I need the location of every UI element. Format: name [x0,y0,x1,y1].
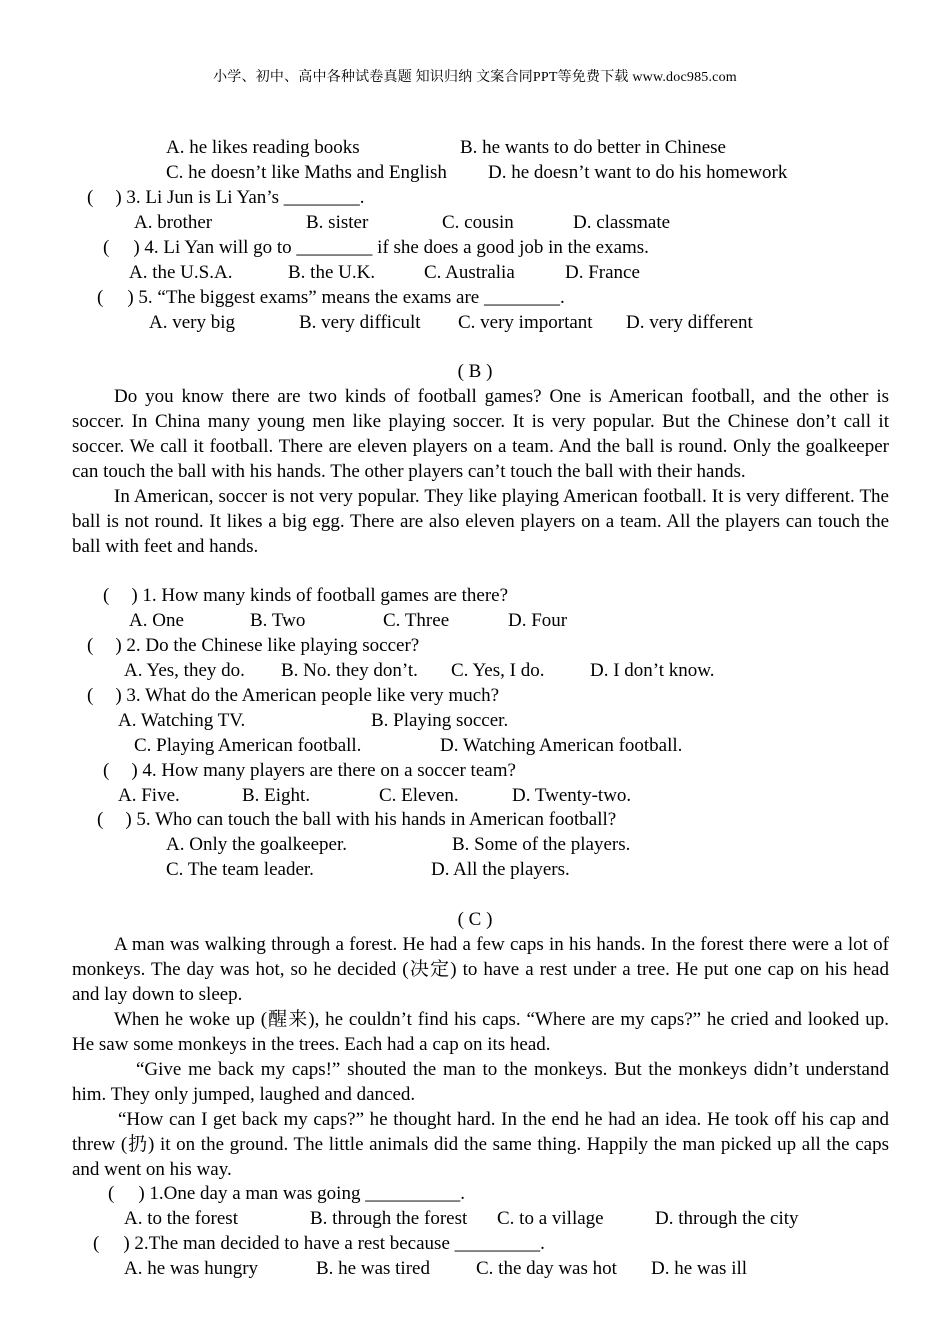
question-text: 1. How many kinds of football games are there? [142,585,509,606]
answer-paren-open: ( [97,809,104,830]
option: A. very big [149,312,236,333]
b-q4-stem [103,758,516,783]
a-q4-stem [103,235,649,260]
option: C. Eleven. [379,785,459,806]
c-q2-stem [93,1231,545,1256]
option: B. No. they don’t. [281,660,418,681]
option: B. Two [250,610,306,631]
answer-paren-open: ( [93,1233,100,1254]
answer-paren-open: ( [97,287,104,308]
option: A. Five. [118,785,180,806]
b-q2-options [0,658,950,683]
paragraph: “How can I get back my caps?” he thought hard. In the end he had an idea. He took off his cap and threw (扔) it on the ground. The little animals did the same thing. Happily the man picked up all the caps and went on his way. [72,1109,889,1180]
answer-paren-close: ) [115,635,122,656]
option: C. Three [383,610,450,631]
option: B. sister [306,212,369,233]
answer-paren-open: ( [103,760,110,781]
question-text: 3. What do the American people like very much? [126,685,500,706]
option: B. he wants to do better in Chinese [460,137,726,158]
b-q5-options-row2 [0,857,950,882]
b-q2-stem [87,633,419,658]
question-text: 2. Do the Chinese like playing soccer? [126,635,420,656]
option: D. through the city [655,1208,799,1229]
b-q5-stem [97,807,616,832]
answer-paren-close: ) [115,187,122,208]
option: D. Twenty-two. [512,785,632,806]
answer-paren-close: ) [133,237,140,258]
question-text: 5. Who can touch the ball with his hands in American football? [136,809,617,830]
option: C. The team leader. [166,859,314,880]
answer-paren-open: ( [87,635,94,656]
option: D. classmate [573,212,671,233]
option: B. he was tired [316,1258,430,1279]
option: A. One [129,610,184,631]
answer-paren-close: ) [123,1233,130,1254]
question-text: 4. Li Yan will go to ________ if she does a good job in the exams. [144,237,649,258]
option: A. the U.S.A. [129,262,233,283]
question-text: 2.The man decided to have a rest because _________. [134,1233,545,1254]
answer-paren-close: ) [131,585,138,606]
answer-paren-open: ( [87,685,94,706]
section-b-heading: ( B ) [457,361,493,382]
c-q1-stem [108,1181,465,1206]
option: D. All the players. [431,859,570,880]
paragraph: When he woke up (醒来), he couldn’t find his caps. “Where are my caps?” he cried and looked up. He saw some monkeys in the trees. Each had a cap on its head. [72,1009,889,1055]
option: A. Watching TV. [118,710,246,731]
option: C. to a village [497,1208,604,1229]
option: D. Watching American football. [440,735,683,756]
answer-paren-close: ) [115,685,122,706]
b-q3-options-row1 [0,708,950,733]
answer-paren-open: ( [103,237,110,258]
option: C. very important [458,312,593,333]
option: D. very different [626,312,753,333]
question-text: 3. Li Jun is Li Yan’s ________. [126,187,365,208]
paragraph: In American, soccer is not very popular. They like playing American football. It is very different. The ball is not round. It likes a big egg. There are also eleven players on a team. All the players can touch the ball with feet and hands. [72,486,889,557]
option: B. Some of the players. [452,834,631,855]
option: B. the U.K. [288,262,376,283]
question-text: 5. “The biggest exams” means the exams are ________. [138,287,565,308]
answer-paren-open: ( [87,187,94,208]
option: D. France [565,262,640,283]
option: D. he was ill [651,1258,748,1279]
paragraph: A man was walking through a forest. He had a few caps in his hands. In the forest there were a lot of monkeys. The day was hot, so he decided (决定) to have a rest under a tree. He put one cap on his head and lay down to sleep. [72,934,889,1005]
b-q5-options-row1 [0,832,950,857]
c-q2-options [0,1256,950,1281]
paragraph: Do you know there are two kinds of football games? One is American football, and the other is soccer. In China many young men like playing soccer. It is very popular. But the Chinese don’t call it soccer. We call it football. There are eleven players on a team. And the ball is round. Only the goalkeeper can touch the ball with his hands. The other players can’t touch the ball with their hands. [72,386,889,482]
a-q3-stem [87,185,364,210]
a-q2-options-row2 [0,160,950,185]
option: A. Yes, they do. [124,660,245,681]
option: C. Yes, I do. [451,660,545,681]
option: A. to the forest [124,1208,238,1229]
option: D. he doesn’t want to do his homework [488,162,788,183]
answer-paren-open: ( [108,1183,115,1204]
option: A. brother [134,212,213,233]
a-q4-options [0,260,950,285]
answer-paren-close: ) [138,1183,145,1204]
option: B. through the forest [310,1208,468,1229]
option: A. he likes reading books [166,137,360,158]
answer-paren-close: ) [125,809,132,830]
answer-paren-close: ) [131,760,138,781]
section-c-heading: ( C ) [457,909,493,930]
option: D. I don’t know. [590,660,715,681]
section-b-passage [72,384,889,559]
b-q1-stem [103,583,508,608]
option: B. Playing soccer. [371,710,509,731]
option: C. Australia [424,262,515,283]
answer-paren-close: ) [127,287,134,308]
answer-paren-open: ( [103,585,110,606]
b-q3-stem [87,683,499,708]
page-header: 小学、初中、高中各种试卷真题 知识归纳 文案合同PPT等免费下载 www.doc985.com [213,70,737,85]
option: C. cousin [442,212,514,233]
option: A. he was hungry [124,1258,259,1279]
c-q1-options [0,1206,950,1231]
option: C. he doesn’t like Maths and English [166,162,447,183]
b-q3-options-row2 [0,733,950,758]
a-q2-options-row1 [0,135,950,160]
option: C. Playing American football. [134,735,362,756]
b-q4-options [0,783,950,808]
question-text: 1.One day a man was going __________. [149,1183,465,1204]
paragraph: “Give me back my caps!” shouted the man to the monkeys. But the monkeys didn’t understand him. They only jumped, laughed and danced. [72,1059,889,1105]
option: B. Eight. [242,785,311,806]
question-text: 4. How many players are there on a soccer team? [142,760,516,781]
a-q5-options [0,310,950,335]
option: B. very difficult [299,312,421,333]
section-c-passage [72,932,889,1182]
option: A. Only the goalkeeper. [166,834,347,855]
option: C. the day was hot [476,1258,617,1279]
a-q3-options [0,210,950,235]
a-q5-stem [97,285,565,310]
b-q1-options [0,608,950,633]
option: D. Four [508,610,568,631]
